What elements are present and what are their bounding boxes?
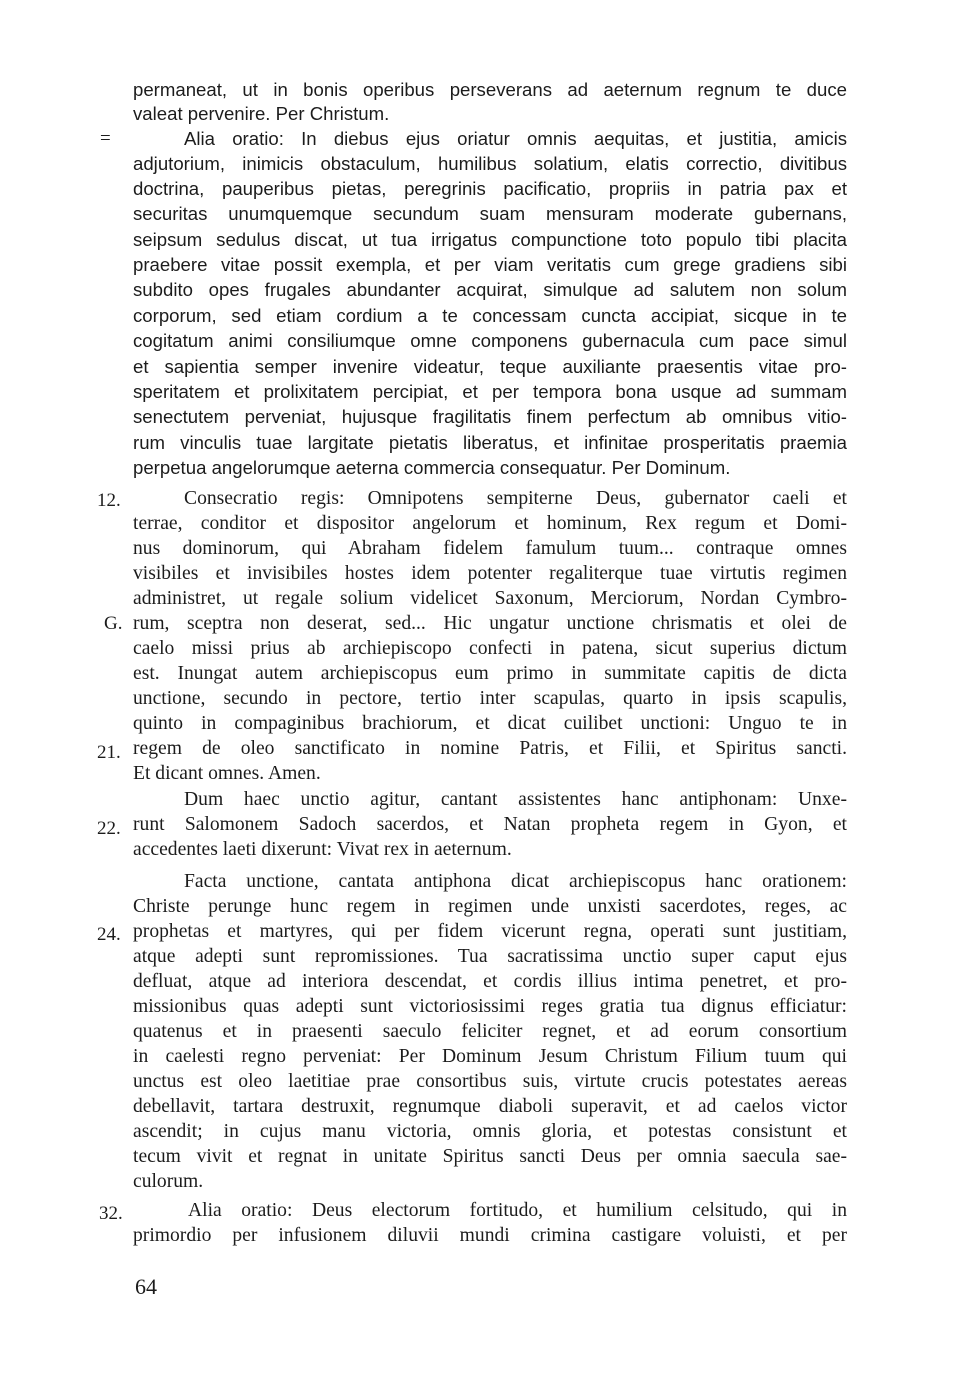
text-line: administret, ut regale solium videlicet Saxonum, Merciorum, Nordan Cymbro-	[133, 588, 847, 609]
text-line: terrae, conditor et dispositor angelorum et hominum, Rex regum et Domi-	[133, 513, 847, 534]
text-line: unctione, secundo in pectore, tertio inter scapulas, quarto in ipsis scapulis,	[133, 688, 847, 709]
text-line: senectutem perveniat, hujusque fragilitatis finem perfectum ab omnibus vitio-	[133, 406, 847, 427]
text-line: securitas unumquemque secundum suam mensuram moderate gubernans,	[133, 203, 847, 224]
text-line: seipsum sedulus discat, ut tua irrigatus compunctione toto populo tibi placita	[133, 229, 847, 250]
text-line: debellavit, tartara destruxit, regnumque diaboli superavit, et ad caelos victor	[133, 1096, 847, 1117]
text-line: speritatem et prolixitatem percipiat, et per tempora bona usque ad summam	[133, 381, 847, 402]
text-line: Christe perunge hunc regem in regimen unde unxisti sacerdotes, reges, ac	[133, 896, 847, 917]
margin-note: 21.	[97, 742, 121, 763]
text-line: quinto in compaginibus brachiorum, et dicat cuilibet unctioni: Unguo te in	[133, 713, 847, 734]
text-line: defluat, atque ad interiora descendat, et cordis illius intima penetret, et pro-	[133, 971, 847, 992]
text-line: perpetua angelorumque aeterna commercia consequatur. Per Dominum.	[133, 457, 731, 478]
text-line: est. Inungat autem archiepiscopus eum primo in summitate capitis de dicta	[133, 663, 847, 684]
text-line: missionibus quas adepti sunt victoriosissimi reges gratia tua dignus efficiatur:	[133, 996, 847, 1017]
text-line: accedentes laeti dixerunt: Vivat rex in aeternum.	[133, 839, 512, 860]
text-line: quatenus et in praesenti saeculo feliciter regnet, et ad eorum consortium	[133, 1021, 847, 1042]
text-line: rum, sceptra non deserat, sed... Hic ungatur unctione chrismatis et olei de	[133, 613, 847, 634]
text-line: caelo missi prius ab archiepiscopo confecti in patena, sicut superius dictum	[133, 638, 847, 659]
text-line: in caelesti regno perveniat: Per Dominum Jesum Christum Filium tuum qui	[133, 1046, 847, 1067]
margin-note: =	[100, 128, 111, 149]
text-line: regem de oleo sanctificato in nomine Patris, et Filii, et Spiritus sancti.	[133, 738, 847, 759]
text-line: Et dicant omnes. Amen.	[133, 763, 321, 784]
text-line: doctrina, pauperibus pietas, peregrinis pacificatio, propriis in patria pax et	[133, 178, 847, 199]
text-line: Facta unctione, cantata antiphona dicat archiepiscopus hanc orationem:	[184, 871, 847, 892]
text-line: corporum, sed etiam cordium a te concessam cuncta accipiat, sicque in te	[133, 305, 847, 326]
text-line: primordio per infusionem diluvii mundi crimina castigare voluisti, et per	[133, 1225, 847, 1246]
text-line: subdito opes frugales abundanter acquirat, simulque ad salutem non solum	[133, 279, 847, 300]
text-line: cogitatum animi consiliumque omne componens gubernacula cum pace simul	[133, 330, 847, 351]
text-line: prophetas et martyres, qui per fidem vicerunt regna, operati sunt justitiam,	[133, 921, 847, 942]
text-line: praebere vitae possit exempla, et per viam veritatis cum grege gradiens sibi	[133, 254, 847, 275]
text-line: Alia oratio: In diebus ejus oriatur omnis aequitas, et justitia, amicis	[184, 128, 847, 149]
text-line: et sapientia semper invenire videatur, teque auxiliante praesentis vitae pro-	[133, 356, 847, 377]
text-line: Alia oratio: Deus electorum fortitudo, et humilium celsitudo, qui in	[188, 1200, 847, 1221]
text-line: permaneat, ut in bonis operibus perseverans ad aeternum regnum te duce	[133, 79, 847, 100]
text-line: visibiles et invisibiles hostes idem potenter regaliterque tuae virtutis regimen	[133, 563, 847, 584]
text-line: tecum vivit et regnat in unitate Spiritus sancti Deus per omnia saecula sae-	[133, 1146, 847, 1167]
margin-note: 12.	[97, 490, 121, 511]
text-line: Dum haec unctio agitur, cantant assistentes hanc antiphonam: Unxe-	[184, 789, 847, 810]
text-line: runt Salomonem Sadoch sacerdos, et Natan propheta regem in Gyon, et	[133, 814, 847, 835]
margin-note: 32.	[99, 1203, 123, 1224]
text-line: valeat pervenire. Per Christum.	[133, 103, 390, 124]
text-line: unctus est oleo laetitiae prae consortibus suis, virtute crucis potestates aereas	[133, 1071, 847, 1092]
margin-note: 22.	[97, 818, 121, 839]
text-line: atque adepti sunt repromissiones. Tua sacratissima unctio super caput ejus	[133, 946, 847, 967]
margin-note: 24.	[97, 924, 121, 945]
page-number: 64	[135, 1274, 157, 1299]
text-line: adjutorium, inimicis obstaculum, humilibus solatium, elatis correctio, divitibus	[133, 153, 847, 174]
text-line: rum vinculis tuae largitate pietatis liberatus, et infinitae prosperitatis praemia	[133, 432, 847, 453]
text-line: Consecratio regis: Omnipotens sempiterne Deus, gubernator caeli et	[184, 488, 847, 509]
text-line: culorum.	[133, 1171, 204, 1192]
text-line: ascendit; in cujus manu victoria, omnis gloria, et potestas consistunt et	[133, 1121, 847, 1142]
text-line: nus dominorum, qui Abraham fidelem famulum tuum... contraque omnes	[133, 538, 847, 559]
margin-note: G.	[104, 613, 123, 634]
